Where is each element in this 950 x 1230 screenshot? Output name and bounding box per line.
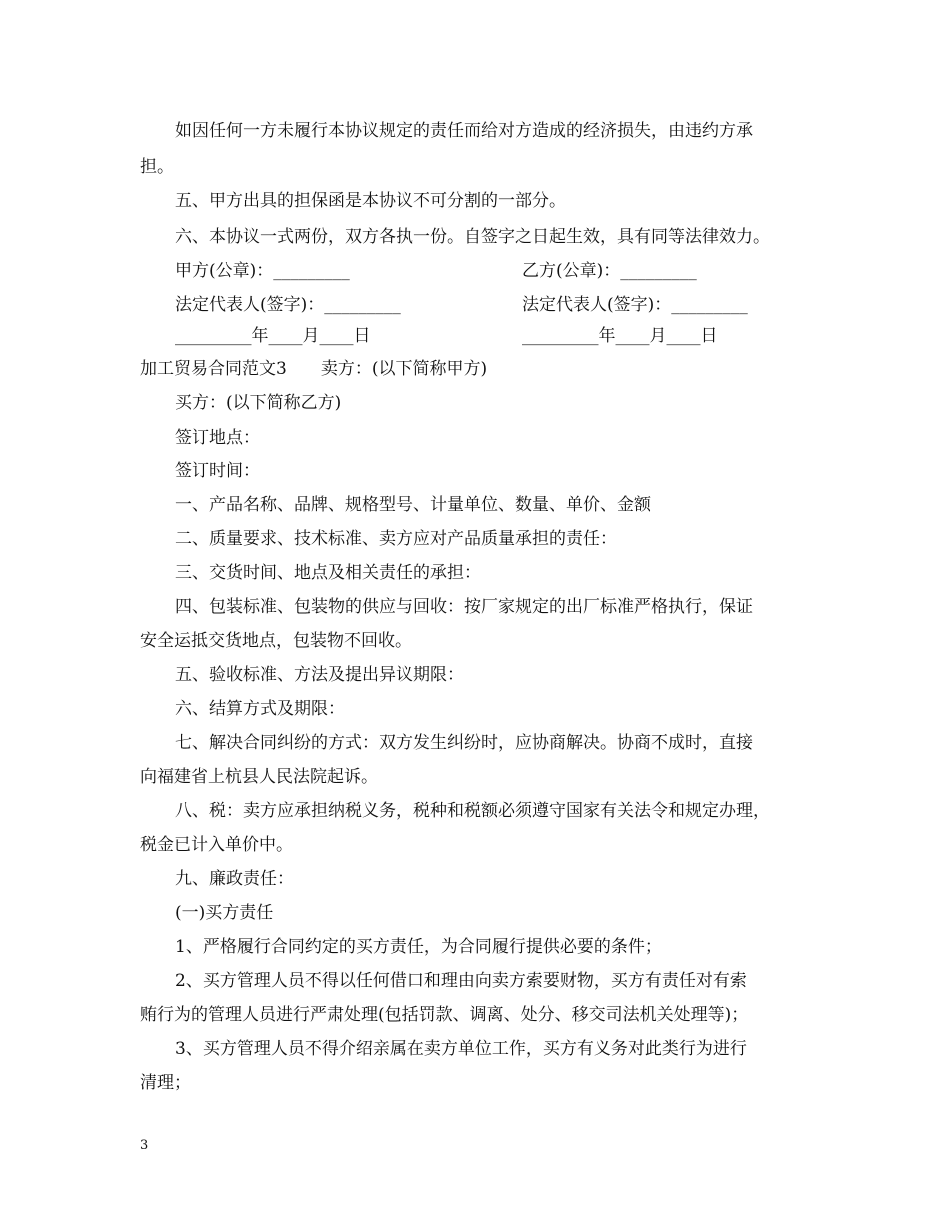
paragraph-line: 担。 [140, 157, 174, 177]
paragraph-line: 六、本协议一式两份，双方各执一份。自签字之日起生效，具有同等法律效力。 [175, 227, 770, 247]
clause-4: 四、包装标准、包装物的供应与回收：按厂家规定的出厂标准严格执行，保证 [175, 597, 753, 617]
signing-time: 签订时间： [175, 461, 260, 481]
list-item-continued: 清理； [140, 1073, 191, 1093]
party-a-representative: 法定代表人(签字)：_________ [175, 295, 401, 315]
clause-1: 一、产品名称、品牌、规格型号、计量单位、数量、单价、金额 [175, 495, 651, 515]
buyer-line: 买方：(以下简称乙方) [175, 393, 342, 413]
list-item: 2、买方管理人员不得以任何借口和理由向卖方索要财物，买方有责任对有索 [175, 971, 747, 991]
contract-heading: 加工贸易合同范文3 卖方：(以下简称甲方) [140, 359, 488, 379]
clause-9: 九、廉政责任： [175, 869, 294, 889]
clause-2: 二、质量要求、技术标准、卖方应对产品质量承担的责任： [175, 529, 617, 549]
party-b-representative: 法定代表人(签字)：_________ [522, 295, 748, 315]
clause-8-continued: 税金已计入单价中。 [140, 835, 293, 855]
clause-8: 八、税：卖方应承担纳税义务，税种和税额必须遵守国家有关法令和规定办理， [175, 801, 770, 821]
list-item: 3、买方管理人员不得介绍亲属在卖方单位工作，买方有义务对此类行为进行 [175, 1039, 747, 1059]
page-number: 3 [140, 1138, 149, 1153]
clause-4-continued: 安全运抵交货地点，包装物不回收。 [140, 631, 412, 651]
clause-5: 五、验收标准、方法及提出异议期限： [175, 665, 464, 685]
party-a-seal: 甲方(公章)：_________ [175, 261, 350, 281]
paragraph-line: 五、甲方出具的担保函是本协议不可分割的一部分。 [175, 191, 566, 211]
paragraph-line: 如因任何一方未履行本协议规定的责任而给对方造成的经济损失，由违约方承 [175, 121, 753, 141]
party-b-seal: 乙方(公章)：_________ [522, 261, 697, 281]
clause-7: 七、解决合同纠纷的方式：双方发生纠纷时，应协商解决。协商不成时，直接 [175, 733, 753, 753]
party-a-date: _________年____月____日 [175, 326, 371, 346]
list-item: 1、严格履行合同约定的买方责任，为合同履行提供必要的条件； [175, 937, 662, 957]
signing-place: 签订地点： [175, 428, 260, 448]
list-item-continued: 贿行为的管理人员进行严肃处理(包括罚款、调离、处分、移交司法机关处理等)； [140, 1005, 749, 1025]
clause-3: 三、交货时间、地点及相关责任的承担： [175, 563, 481, 583]
clause-7-continued: 向福建省上杭县人民法院起诉。 [140, 767, 378, 787]
clause-6: 六、结算方式及期限： [175, 699, 345, 719]
party-b-date: _________年____月____日 [522, 326, 718, 346]
subsection-heading: (一)买方责任 [175, 903, 274, 923]
